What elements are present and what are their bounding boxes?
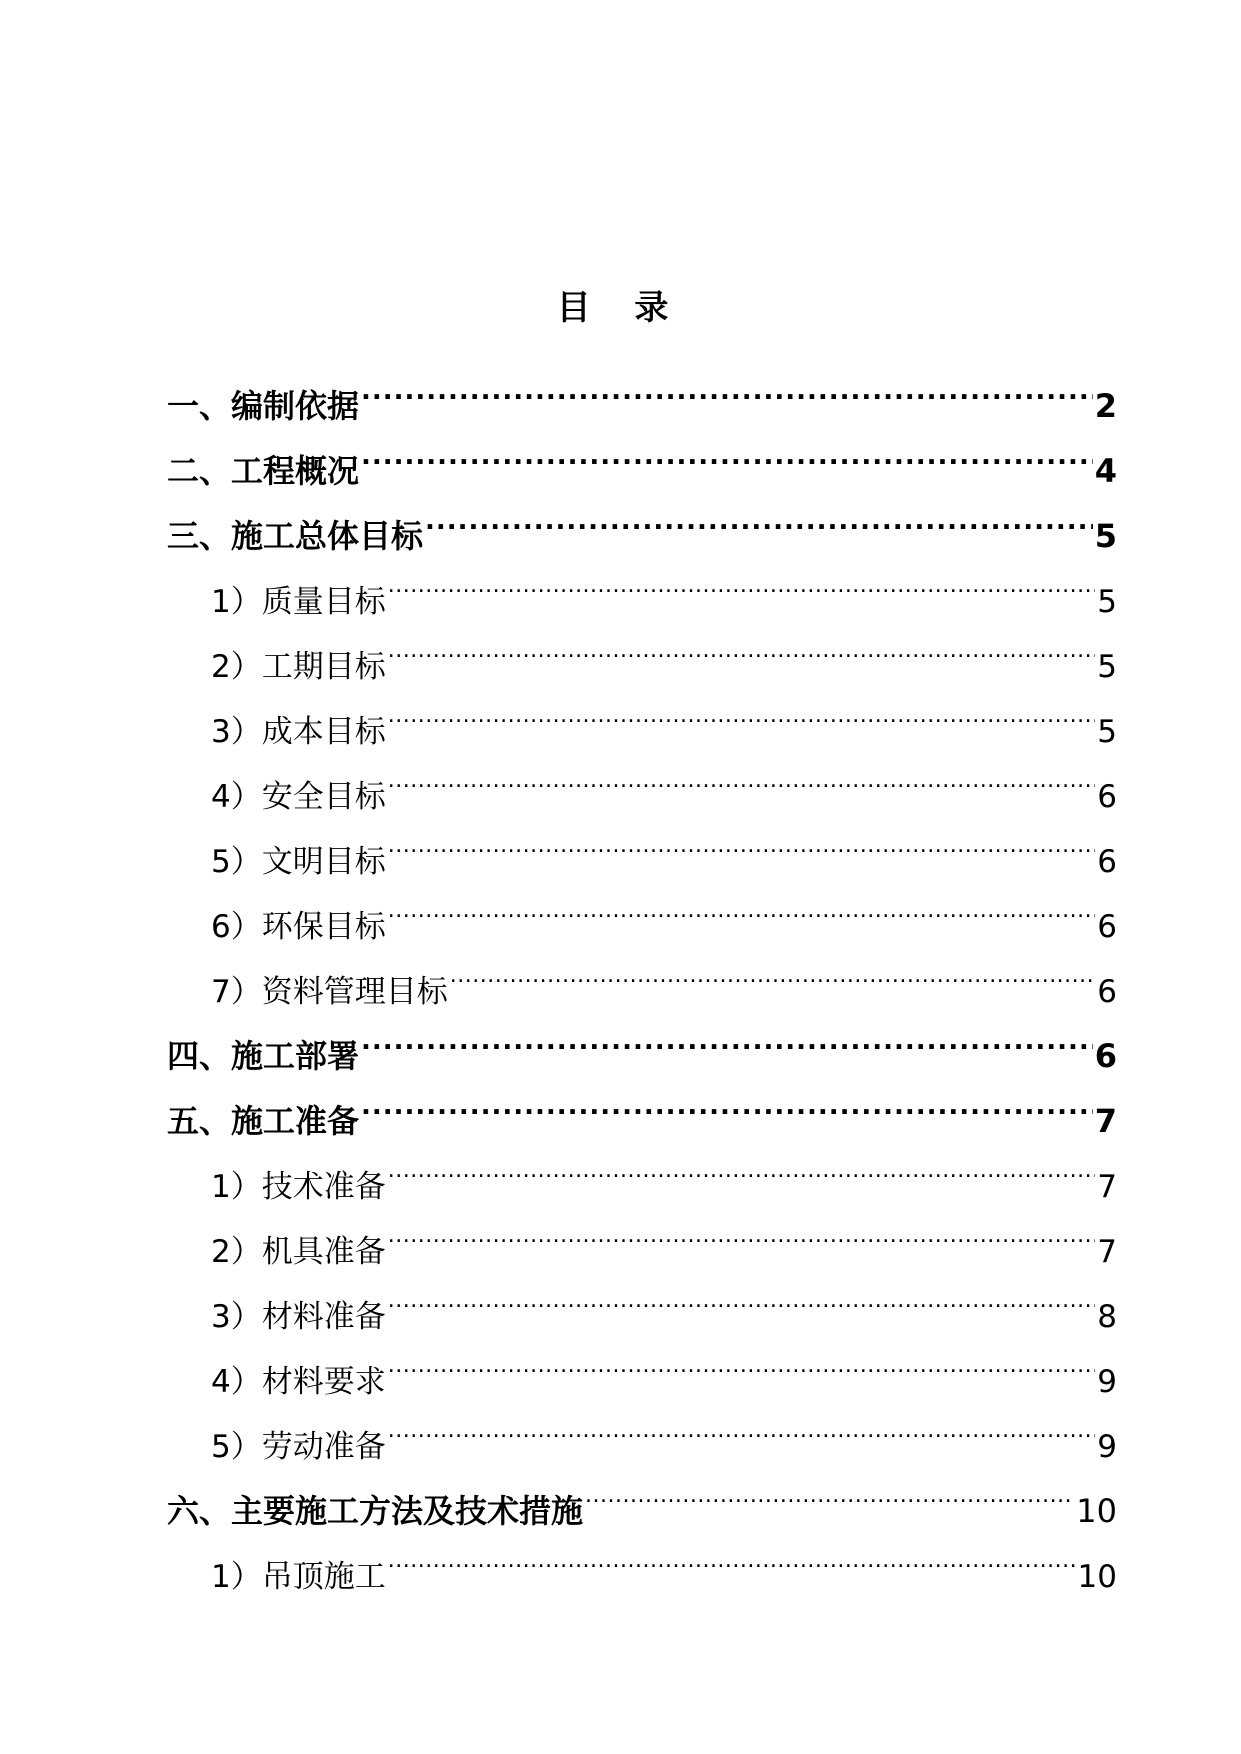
- toc-entry-page-number: 10: [1077, 1559, 1117, 1595]
- dot-leader: [388, 547, 1096, 612]
- toc-entry-page-number: 9: [1097, 1364, 1117, 1400]
- dot-leader: [585, 1457, 1074, 1522]
- toc-entry-label: 5）文明目标: [211, 844, 386, 880]
- toc-entry-page-number: 7: [1097, 1234, 1117, 1270]
- toc-entry-page-number: 5: [1097, 584, 1117, 620]
- dot-leader: [361, 1002, 1093, 1067]
- dot-leader: [388, 1522, 1076, 1587]
- toc-entry-page-number: 4: [1094, 452, 1117, 490]
- dot-leader: [388, 1392, 1096, 1457]
- toc-entry-label: 3）材料准备: [211, 1299, 386, 1335]
- toc-entry-label: 六、主要施工方法及技术措施: [167, 1492, 584, 1530]
- dot-leader: [388, 1197, 1096, 1262]
- toc-title: 目 录: [556, 288, 685, 328]
- dot-leader: [361, 417, 1093, 482]
- table-of-contents: [167, 352, 1117, 1595]
- toc-entry-page-number: 5: [1094, 517, 1117, 555]
- toc-entry-page-number: 8: [1097, 1299, 1117, 1335]
- toc-entry-label: 1）吊顶施工: [211, 1559, 386, 1595]
- toc-entry-page-number: 10: [1076, 1492, 1117, 1530]
- toc-entry-label: 4）安全目标: [211, 779, 386, 815]
- toc-entry-label: 二、工程概况: [167, 452, 360, 490]
- dot-leader: [361, 1067, 1093, 1132]
- toc-entry-label: 6）环保目标: [211, 909, 386, 945]
- toc-entry-label: 5）劳动准备: [211, 1429, 386, 1465]
- toc-entry-page-number: 6: [1097, 974, 1117, 1010]
- dot-leader: [388, 1327, 1096, 1392]
- toc-entry-label: 4）材料要求: [211, 1364, 386, 1400]
- toc-entry-label: 2）机具准备: [211, 1234, 386, 1270]
- dot-leader: [450, 937, 1096, 1002]
- toc-entry-page-number: 6: [1097, 779, 1117, 815]
- toc-entry-section-1[interactable]: [167, 352, 1117, 425]
- dot-leader: [388, 612, 1096, 677]
- toc-entry-label: 2）工期目标: [211, 649, 386, 685]
- toc-entry-page-number: 5: [1097, 714, 1117, 750]
- toc-entry-label: 3）成本目标: [211, 714, 386, 750]
- toc-entry-label: 一、编制依据: [167, 387, 360, 425]
- dot-leader: [388, 677, 1096, 742]
- toc-entry-page-number: 6: [1097, 844, 1117, 880]
- dot-leader: [388, 742, 1096, 807]
- dot-leader: [388, 1262, 1096, 1327]
- toc-entry-page-number: 6: [1097, 909, 1117, 945]
- dot-leader: [388, 807, 1096, 872]
- toc-entry-label: 三、施工总体目标: [167, 517, 424, 555]
- toc-entry-label: 7）资料管理目标: [211, 974, 448, 1010]
- dot-leader: [361, 352, 1093, 417]
- toc-entry-page-number: 9: [1097, 1429, 1117, 1465]
- toc-entry-label: 1）质量目标: [211, 584, 386, 620]
- toc-entry-label: 1）技术准备: [211, 1169, 386, 1205]
- toc-entry-page-number: 7: [1094, 1102, 1117, 1140]
- toc-entry-label: 五、施工准备: [167, 1102, 360, 1140]
- toc-entry-page-number: 5: [1097, 649, 1117, 685]
- dot-leader: [388, 872, 1096, 937]
- toc-entry-page-number: 7: [1097, 1169, 1117, 1205]
- toc-entry-page-number: 2: [1094, 387, 1117, 425]
- toc-entry-page-number: 6: [1094, 1037, 1117, 1075]
- toc-entry-label: 四、施工部署: [167, 1037, 360, 1075]
- dot-leader: [425, 482, 1093, 547]
- dot-leader: [388, 1132, 1096, 1197]
